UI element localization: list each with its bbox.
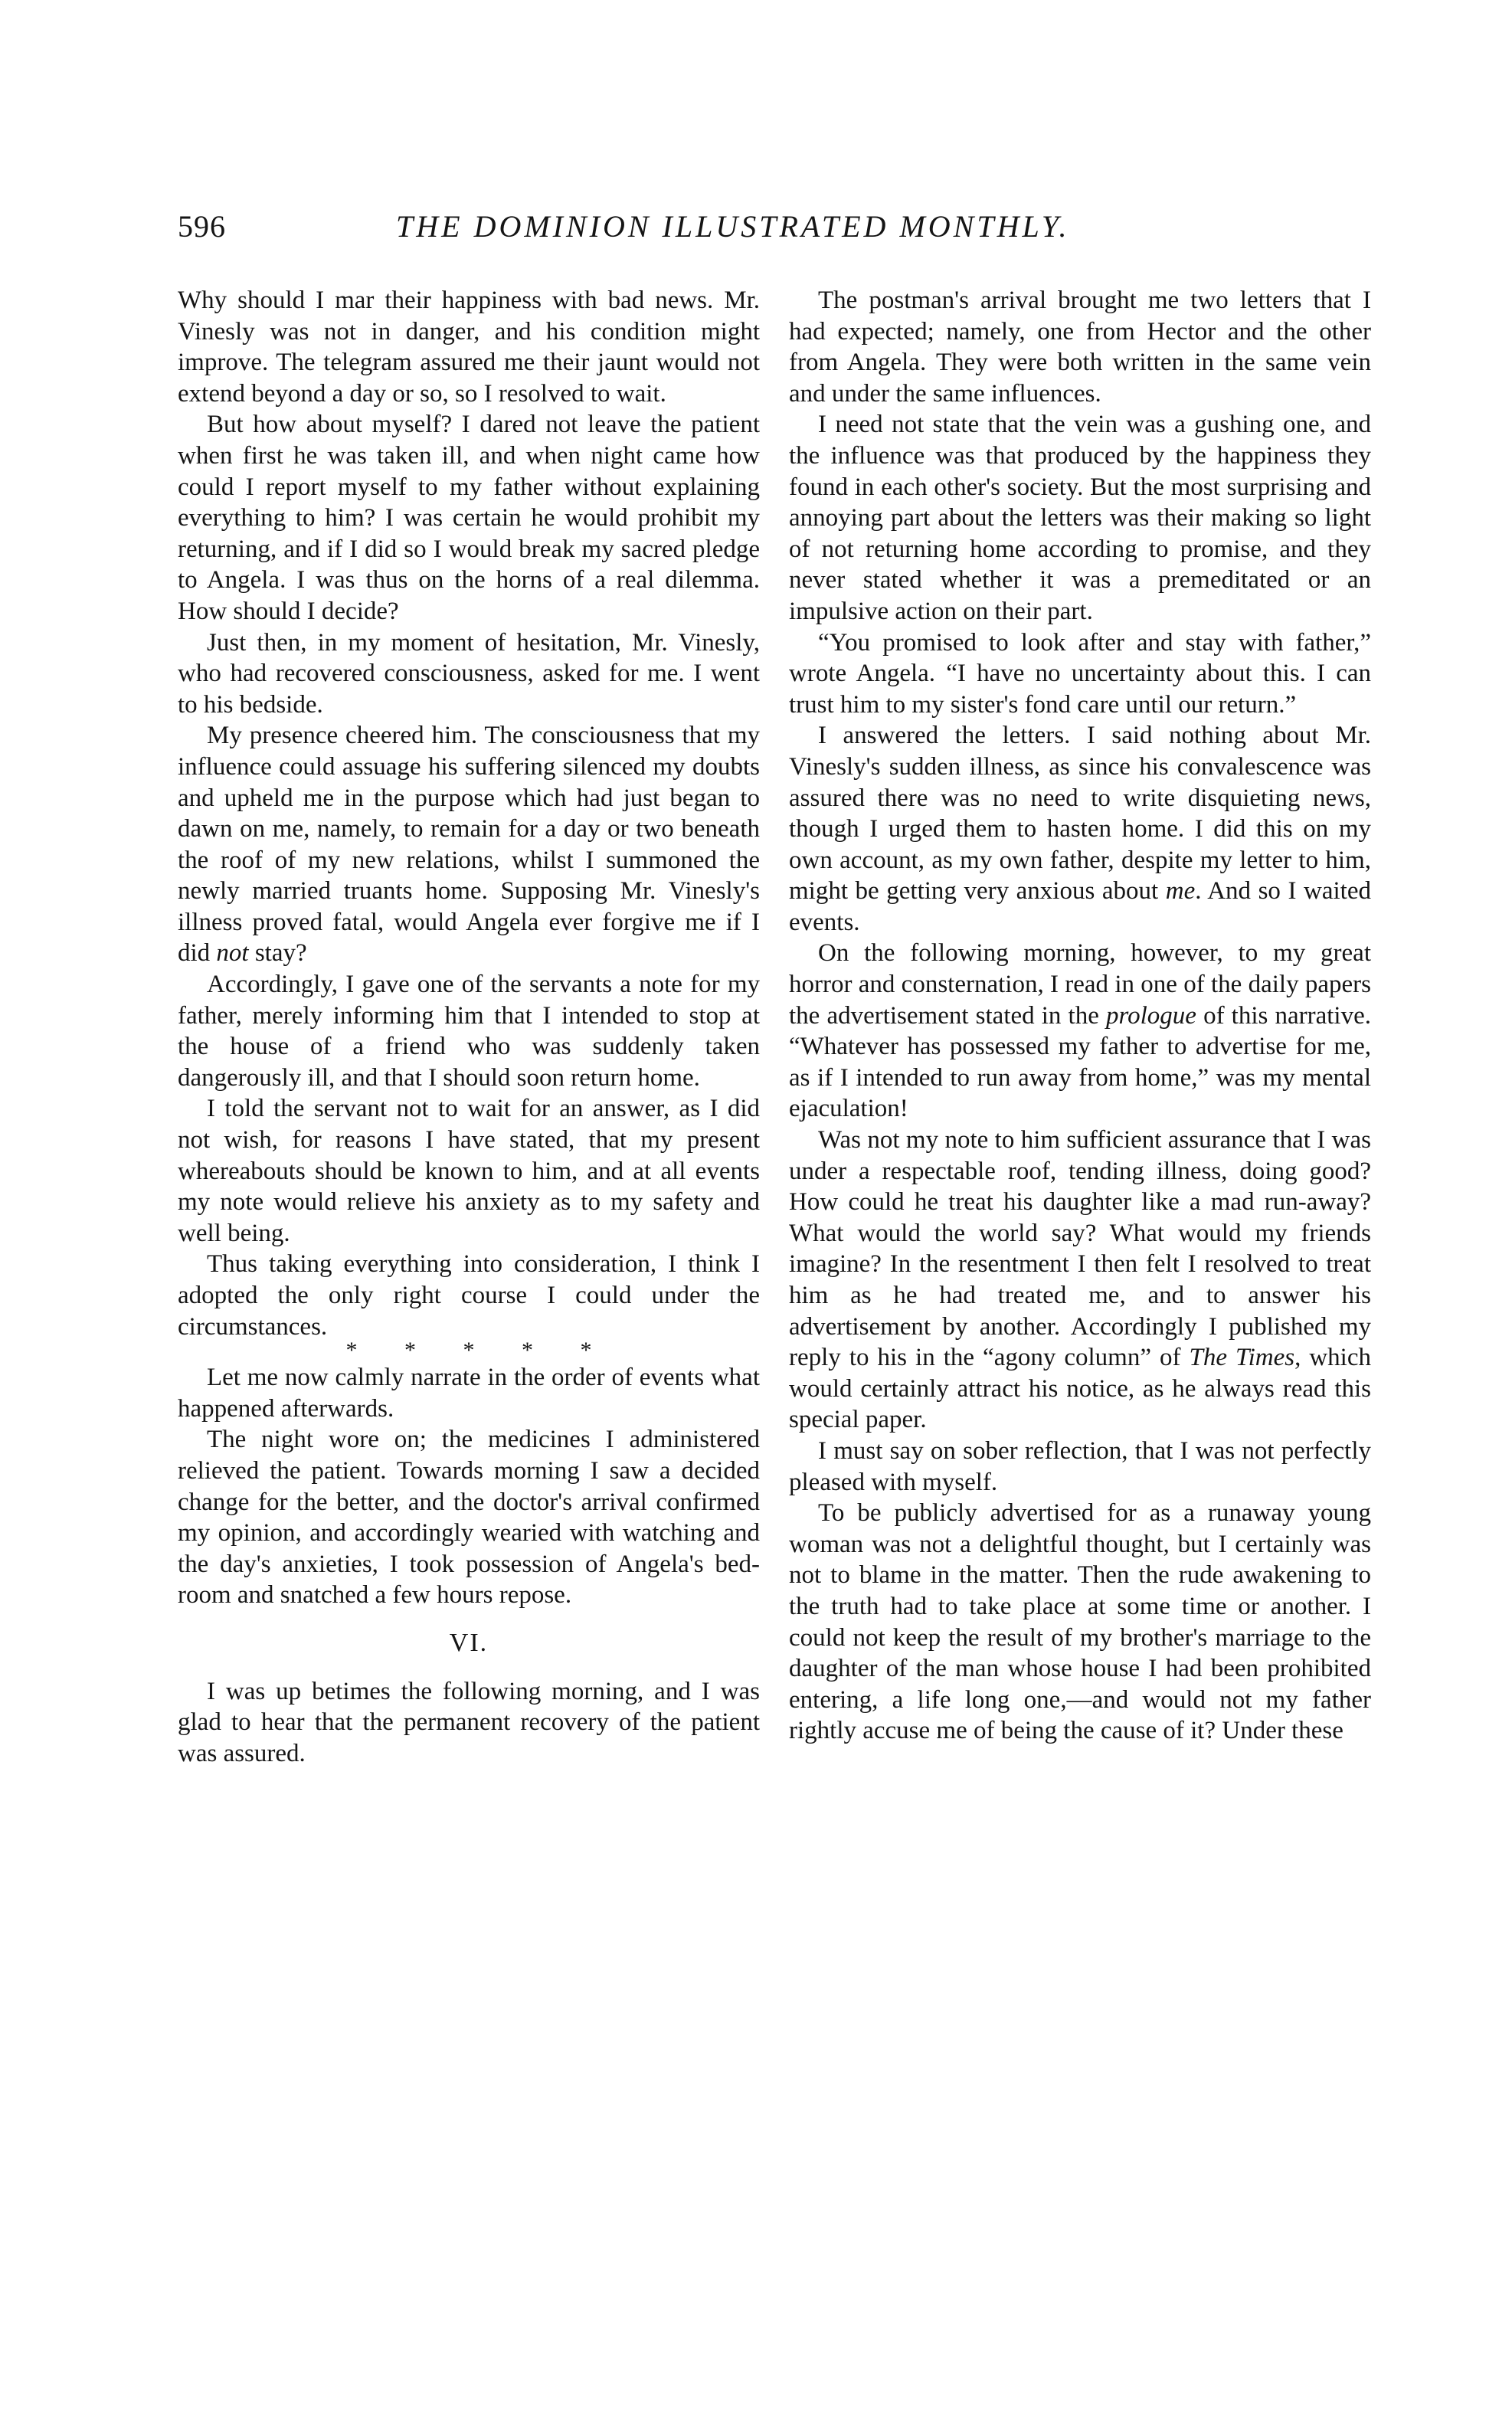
page-number: 596: [178, 209, 226, 244]
paragraph: [789, 720, 1371, 938]
italic-text: me: [1165, 877, 1196, 906]
italic-text: not: [216, 939, 249, 968]
paragraph: “You promised to look after and stay with father,” wrote Angela. “I have no uncertainty about this. I can trust him to my sister's fond care until our return.”: [789, 628, 1371, 719]
paragraph: [789, 1125, 1371, 1436]
text-run: of this narrative. “Whatever has possessed my father to advertise for me, as if I intended to run away from home,” was my mental ejaculation!: [789, 1001, 1371, 1123]
text-run: My presence cheered him. The consciousness that my influence could assuage his suffering silenced my doubts and upheld me in the purpose which had just began to dawn on me, namely, to remain for a day or two beneath the roof of my new relations, whilst I summoned the newly married truants home. Supposing Mr. Vinesly's illness proved fatal, would Angela ever forgive me if I did: [178, 722, 760, 968]
page-header: [178, 208, 1373, 254]
text-run: Was not my note to him sufficient assurance that I was under a respectable roof, tending illness, doing good? How could he treat his daughter like a mad run-away? What would the world say? What would my friends imagine? In the resentment I then felt I resolved to treat him as he had treated me, and to answer his advertisement by another. Accordingly I published my reply to his in the “agony column” of: [789, 1126, 1371, 1372]
section-break-asterisks: * * * * *: [345, 1338, 592, 1364]
text-run: On the following morning, however, to my great horror and consternation, I read in one of the daily papers the advertisement stated in the: [789, 939, 1371, 1030]
paragraph: But how about myself? I dared not leave the patient when first he was taken ill, and when night came how could I report myself to my father without explaining everything to him? I was certain he would prohibit my returning, and if I did so I would break my sacred pledge to Angela. I was thus on the horns of a real dilemma. How should I decide?: [178, 411, 760, 625]
paragraph: I must say on sober reflection, that I was not perfectly pleased with myself.: [789, 1436, 1371, 1496]
text-run: , which would certainly attract his notice, as he always read this special paper.: [789, 1344, 1371, 1434]
paragraph: The postman's arrival brought me two letters that I had expected; namely, one from Hector and the other from Angela. They were both written in the same vein and under the same influences.: [789, 287, 1371, 408]
paragraph: Why should I mar their happiness with bad news. Mr. Vinesly was not in danger, and his condition might improve. The telegram assured me their jaunt would not extend beyond a day or so, so I resolved to wait.: [178, 287, 760, 408]
italic-text: The Times: [1189, 1344, 1295, 1372]
italic-text: prologue: [1106, 1001, 1196, 1030]
paragraph: Let me now calmly narrate in the order of events what happened afterwards.: [178, 1364, 760, 1423]
paragraph: I need not state that the vein was a gushing one, and the influence was that produced by the happiness they found in each other's society. But the most surprising and annoying part about the letters was their making so light of not returning home according to promise, and they never stated whether it was a premeditated or an impulsive action on their part.: [789, 411, 1371, 625]
paragraph: I told the servant not to wait for an answer, as I did not wish, for reasons I have stated, that my present whereabouts should be known to him, and at all events my note would relieve his anxiety as to my safety and well being.: [178, 1095, 760, 1247]
paragraph: To be publicly advertised for as a runaway young woman was not a delightful thought, but I certainly was not to blame in the matter. Then the rude awakening to the truth had to take place at some time or another. I could not keep the result of my brother's marriage to the daughter of the man whose house I had been prohibited entering, a life long one,—and would not my father rightly accuse me of being the cause of it? Under these: [789, 1499, 1371, 1745]
paragraph: Accordingly, I gave one of the servants a note for my father, merely informing him that I intended to stop at the house of a friend who was suddenly taken dangerously ill, and that I should soon return home.: [178, 971, 760, 1092]
right-column: [789, 285, 1371, 1747]
paragraph: [178, 720, 760, 969]
section-number: VI.: [449, 1628, 489, 1657]
text-run: . And so I waited events.: [789, 877, 1371, 936]
text-run: I answered the letters. I said nothing about Mr. Vinesly's sudden illness, as since his convalescence was assured there was no need to write disquieting news, though I urged them to hasten home. I did this on my own account, as my own father, despite my letter to him, might be getting very anxious about: [789, 722, 1371, 906]
paragraph: Thus taking everything into consideration, I think I adopted the only right course I could under the circumstances.: [178, 1250, 760, 1341]
left-column: [178, 285, 760, 1769]
text-run: stay?: [248, 939, 307, 968]
running-title: THE DOMINION ILLUSTRATED MONTHLY.: [396, 209, 1070, 244]
paragraph: Just then, in my moment of hesitation, Mr. Vinesly, who had recovered consciousness, asked for me. I went to his bedside.: [178, 628, 760, 719]
paragraph: I was up betimes the following morning, and I was glad to hear that the permanent recovery of the patient was assured.: [178, 1677, 760, 1767]
paragraph: The night wore on; the medicines I administered relieved the patient. Towards morning I saw a decided change for the better, and the doctor's arrival confirmed my opinion, and accordingly wearied with watching and the day's anxieties, I took possession of Angela's bed-room and snatched a few hours repose.: [178, 1426, 760, 1610]
paragraph: [789, 938, 1371, 1125]
